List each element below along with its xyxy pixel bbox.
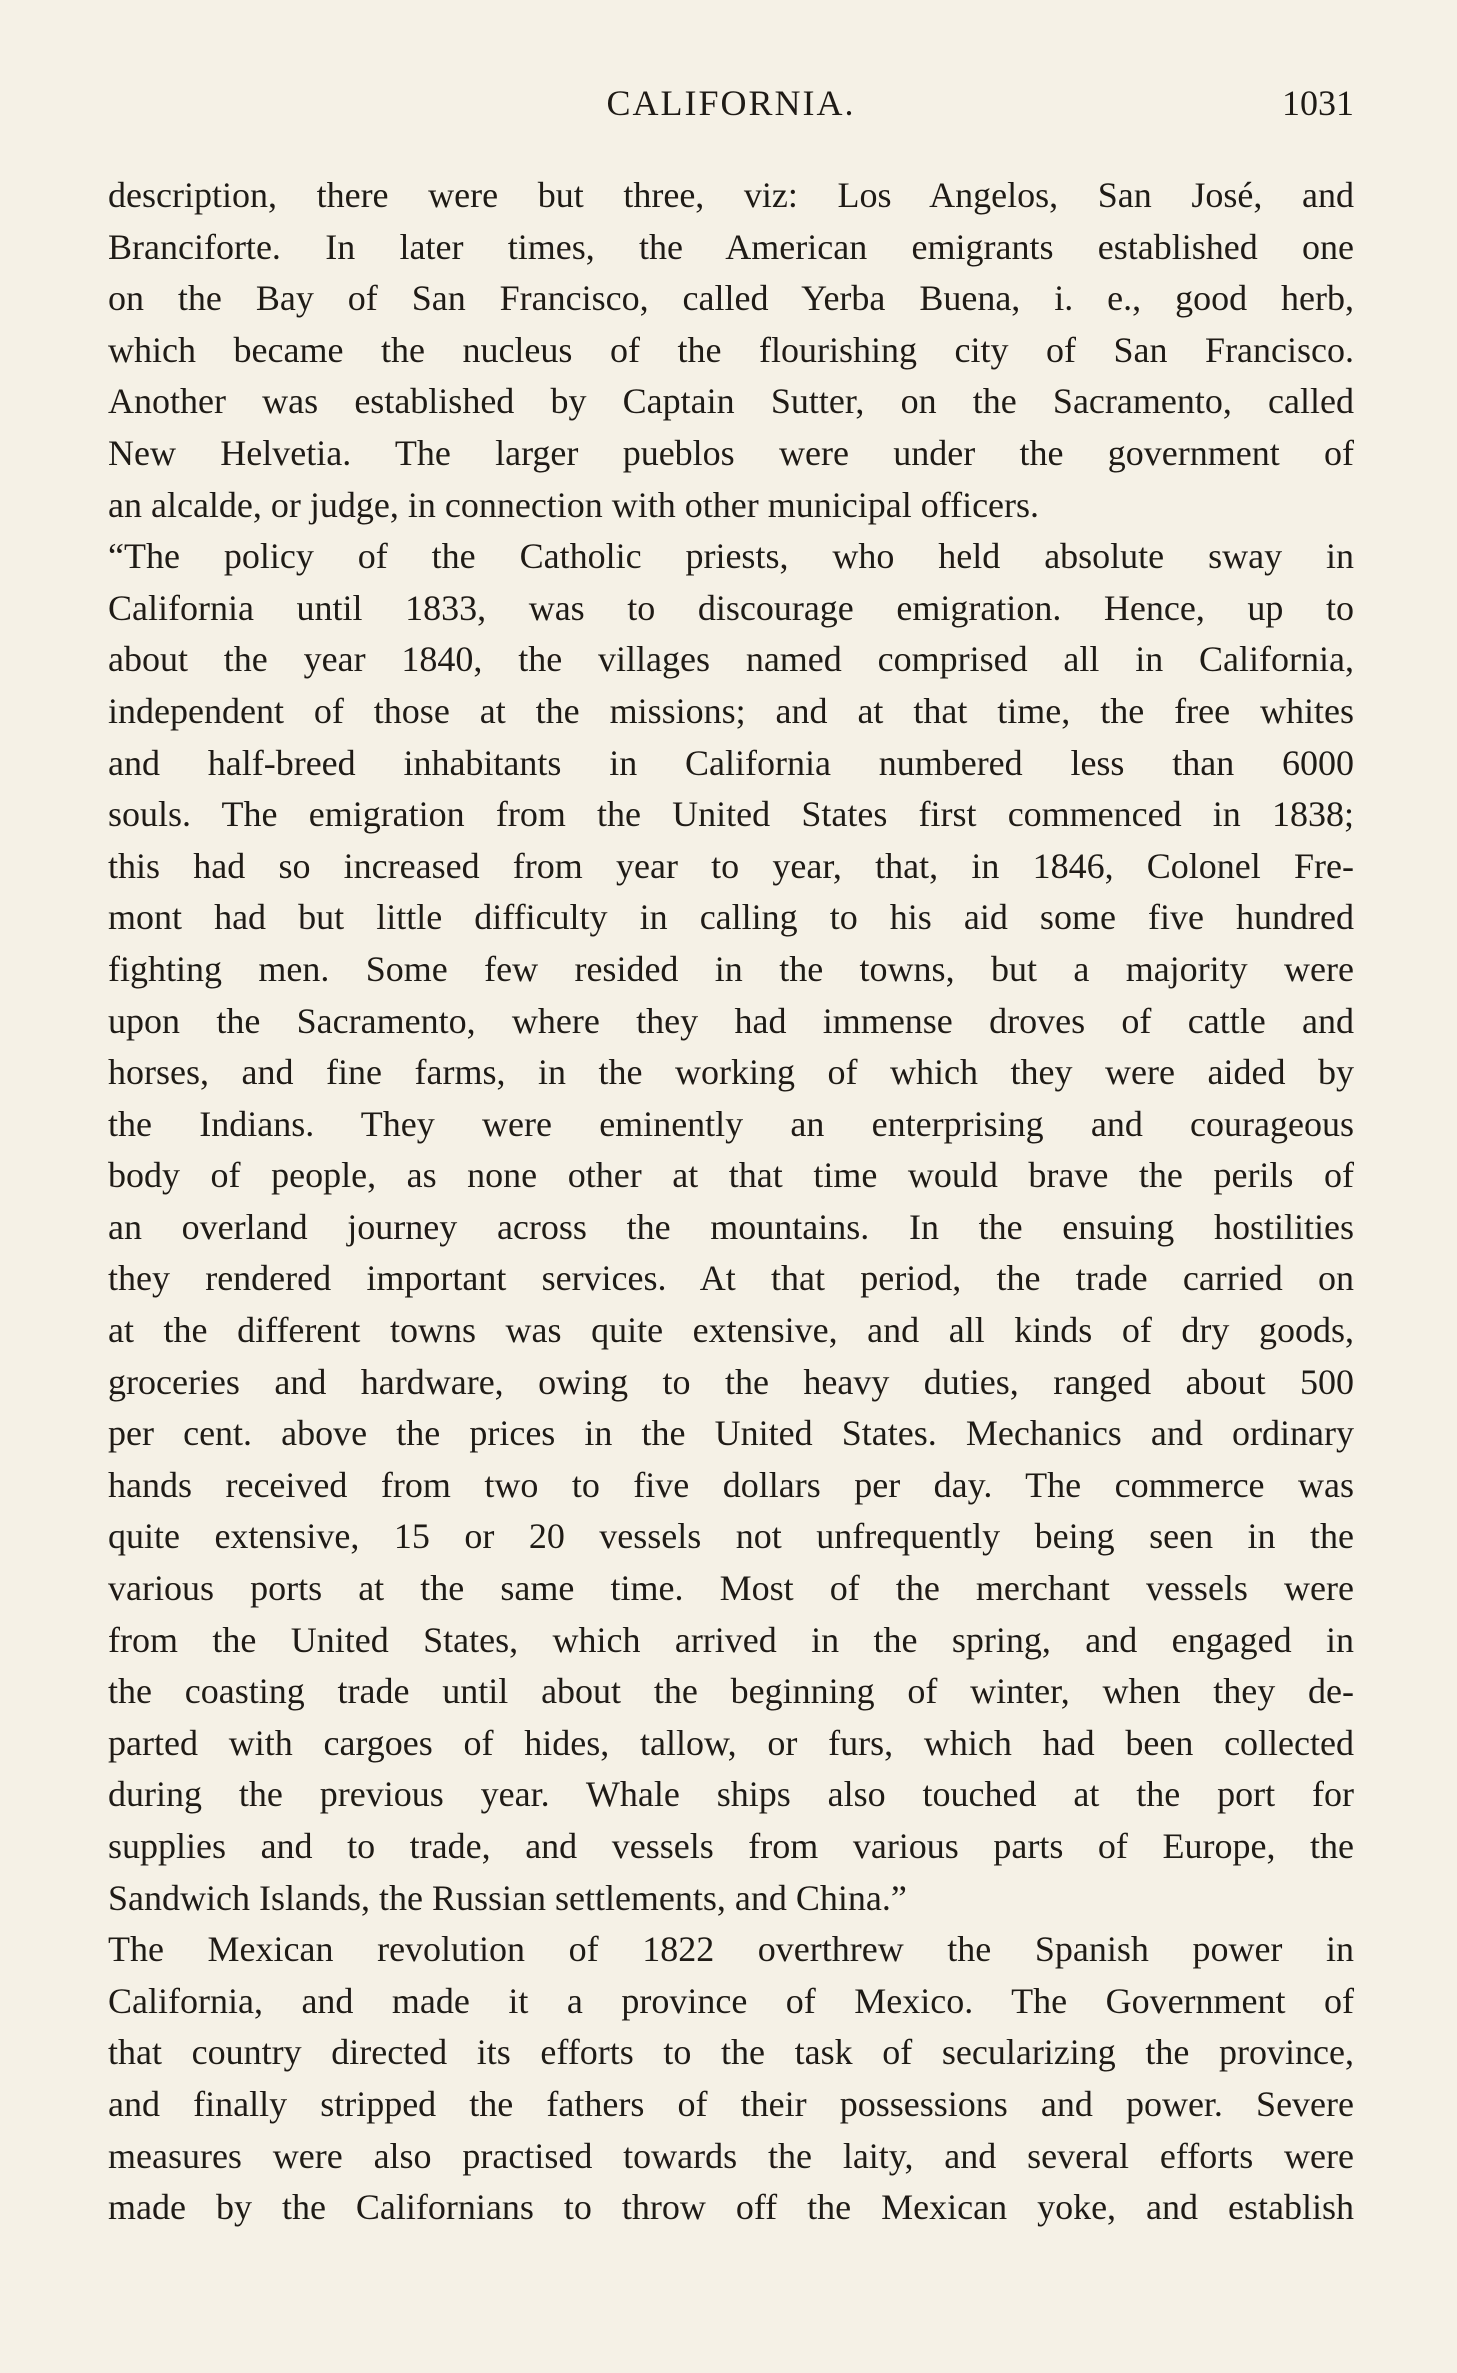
text-line: parted with cargoes of hides, tallow, or furs, which had been collected [108,1722,1354,1763]
text-line: the Indians. They were eminently an enterprising and courageous [108,1103,1354,1144]
text-line: The Mexican revolution of 1822 overthrew the Spanish power in [108,1929,1354,1970]
text-line: during the previous year. Whale ships also touched at the port for [108,1774,1354,1815]
text-line: California, and made it a province of Mexico. The Government of [108,1980,1354,2021]
text-line: supplies and to trade, and vessels from various parts of Europe, the [108,1826,1354,1866]
text-line: independent of those at the missions; and at that time, the free whites [108,690,1354,731]
text-line: Branciforte. In later times, the American emigrants established one [108,226,1354,267]
text-line: California until 1833, was to discourage emigration. Hence, up to [108,587,1354,628]
text-line: groceries and hardware, owing to the heavy duties, ranged about 500 [108,1361,1354,1402]
text-line: and finally stripped the fathers of their possessions and power. Severe [108,2083,1354,2124]
text-line: measures were also practised towards the laity, and several efforts were [108,2135,1354,2176]
text-line: fighting men. Some few resided in the towns, but a majority were [108,948,1354,989]
text-line: description, there were but three, viz: Los Angelos, San José, and [108,175,1354,215]
text-line: horses, and fine farms, in the working of which they were aided by [108,1052,1354,1093]
text-line: this had so increased from year to year, that, in 1846, Colonel Fre- [108,845,1354,886]
text-line: upon the Sacramento, where they had immense droves of cattle and [108,1000,1354,1041]
text-line: from the United States, which arrived in the spring, and engaged in [108,1619,1354,1660]
text-line: at the different towns was quite extensive, and all kinds of dry goods, [108,1310,1354,1351]
text-line: souls. The emigration from the United States first commenced in 1838; [108,794,1354,835]
text-line: “The policy of the Catholic priests, who held absolute sway in [108,536,1354,577]
text-line: an overland journey across the mountains. In the ensuing hostilities [108,1206,1354,1247]
text-line: they rendered important services. At that period, the trade carried on [108,1258,1354,1299]
text-line: which became the nucleus of the flourishing city of San Francisco. [108,329,1354,370]
text-line: Another was established by Captain Sutter, on the Sacramento, called [108,381,1354,422]
text-line: per cent. above the prices in the United States. Mechanics and ordinary [108,1413,1354,1454]
text-line: Sandwich Islands, the Russian settlements, and China.” [108,1877,907,1918]
page-number: 1031 [1282,83,1354,123]
text-line: hands received from two to five dollars per day. The commerce was [108,1464,1354,1505]
text-line: about the year 1840, the villages named comprised all in California, [108,639,1354,680]
text-line: mont had but little difficulty in calling to his aid some five hundred [108,897,1354,938]
text-line: that country directed its efforts to the task of secularizing the province, [108,2032,1354,2073]
running-title: CALIFORNIA. [606,83,856,123]
text-line: and half-breed inhabitants in California numbered less than 6000 [108,742,1354,783]
text-line: various ports at the same time. Most of the merchant vessels were [108,1568,1354,1609]
text-line: on the Bay of San Francisco, called Yerba Buena, i. e., good herb, [108,278,1354,319]
text-line: quite extensive, 15 or 20 vessels not unfrequently being seen in the [108,1516,1354,1557]
text-line: the coasting trade until about the beginning of winter, when they de- [108,1671,1354,1712]
text-line: body of people, as none other at that time would brave the perils of [108,1155,1354,1196]
text-line: an alcalde, or judge, in connection with other municipal officers. [108,484,1040,525]
text-line: New Helvetia. The larger pueblos were under the government of [108,432,1354,473]
page-header [108,82,1354,132]
text-line: made by the Californians to throw off the Mexican yoke, and establish [108,2187,1354,2228]
body-text [108,170,1354,2234]
